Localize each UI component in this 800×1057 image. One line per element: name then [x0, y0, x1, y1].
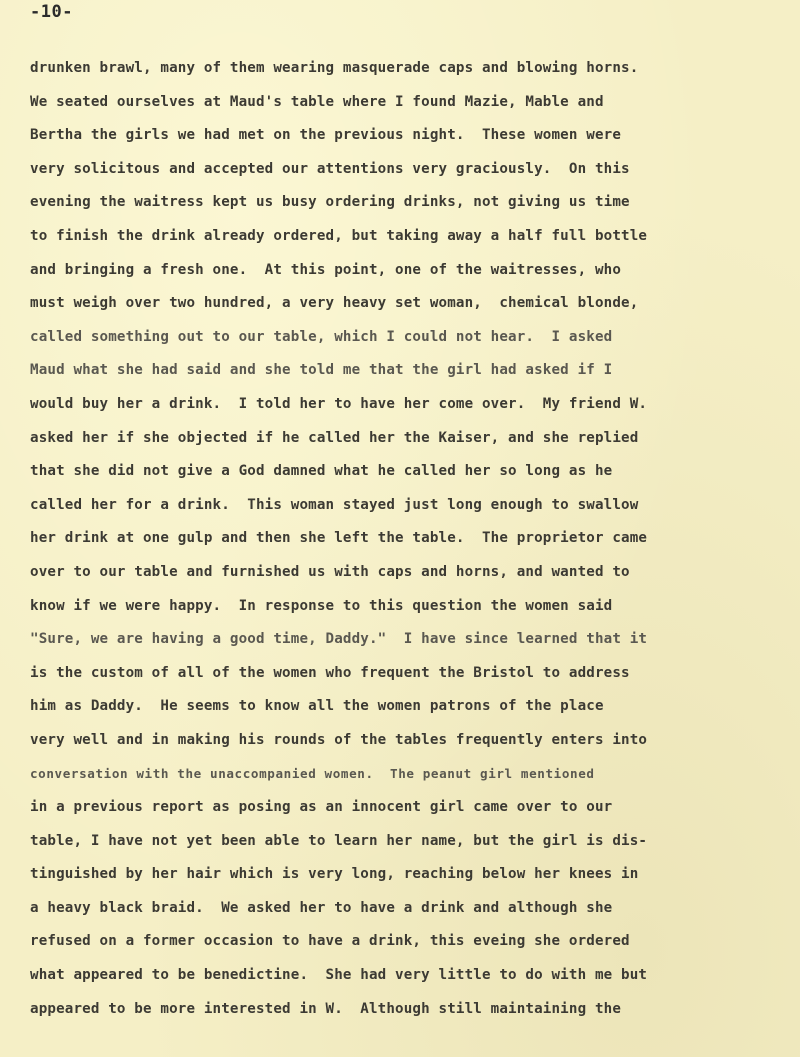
text-line: know if we were happy. In response to this question the women said: [30, 597, 613, 614]
text-line: very well and in making his rounds of the tables frequently enters into: [30, 731, 648, 748]
text-line: We seated ourselves at Maud's table where I found Mazie, Mable and: [30, 93, 604, 110]
text-line: would buy her a drink. I told her to have her come over. My friend W.: [30, 395, 648, 412]
text-line: "Sure, we are having a good time, Daddy." I have since learned that it: [30, 631, 648, 648]
text-line: what appeared to be benedictine. She had very little to do with me but: [30, 967, 648, 984]
text-line: conversation with the unaccompanied women. The peanut girl mentioned: [30, 766, 595, 782]
text-line: called something out to our table, which I could not hear. I asked: [30, 328, 613, 345]
text-line: very solicitous and accepted our attentions very graciously. On this: [30, 160, 630, 177]
text-line: that she did not give a God damned what he called her so long as he: [30, 463, 613, 480]
text-line: table, I have not yet been able to learn her name, but the girl is dis-: [30, 832, 648, 849]
report-body: [30, 52, 795, 1026]
text-line: Bertha the girls we had met on the previous night. These women were: [30, 127, 622, 144]
text-line: a heavy black braid. We asked her to have a drink and although she: [30, 899, 613, 916]
text-line: evening the waitress kept us busy ordering drinks, not giving us time: [30, 194, 630, 211]
page-number: -10-: [30, 2, 73, 22]
text-line: to finish the drink already ordered, but taking away a half full bottle: [30, 227, 648, 244]
text-line: over to our table and furnished us with caps and horns, and wanted to: [30, 563, 630, 580]
text-line: her drink at one gulp and then she left the table. The proprietor came: [30, 530, 648, 547]
text-line: must weigh over two hundred, a very heavy set woman, chemical blonde,: [30, 295, 639, 312]
text-line: and bringing a fresh one. At this point, one of the waitresses, who: [30, 261, 622, 278]
text-line: tinguished by her hair which is very long, reaching below her knees in: [30, 866, 639, 883]
text-line: asked her if she objected if he called her the Kaiser, and she replied: [30, 429, 639, 446]
text-line: called her for a drink. This woman stayed just long enough to swallow: [30, 496, 639, 513]
text-line: appeared to be more interested in W. Although still maintaining the: [30, 1000, 622, 1017]
text-line: Maud what she had said and she told me that the girl had asked if I: [30, 362, 613, 379]
text-line: him as Daddy. He seems to know all the women patrons of the place: [30, 698, 604, 715]
text-line: refused on a former occasion to have a drink, this eveing she ordered: [30, 933, 630, 950]
text-line: in a previous report as posing as an innocent girl came over to our: [30, 799, 613, 816]
text-line: is the custom of all of the women who frequent the Bristol to address: [30, 664, 630, 681]
text-line: drunken brawl, many of them wearing masquerade caps and blowing horns.: [30, 60, 639, 76]
